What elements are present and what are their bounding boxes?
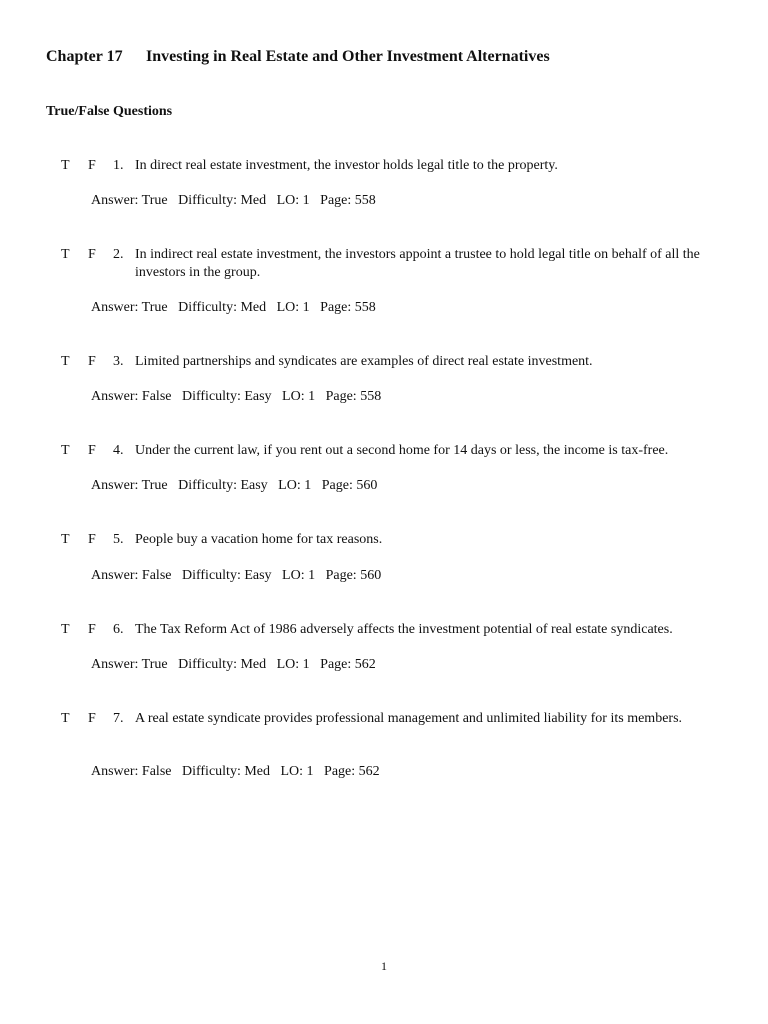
- question-text: Limited partnerships and syndicates are examples of direct real estate investment.: [135, 354, 593, 369]
- question-text: The Tax Reform Act of 1986 adversely affects the investment potential of real estate syndicates.: [135, 622, 673, 637]
- chapter-title-text: Investing in Real Estate and Other Investment Alternatives: [146, 48, 550, 65]
- question-text: Under the current law, if you rent out a second home for 14 days or less, the income is tax-free.: [135, 443, 669, 458]
- false-option: F: [88, 443, 96, 458]
- false-option: F: [88, 711, 96, 726]
- chapter-number: Chapter 17: [46, 48, 123, 65]
- false-option: F: [88, 354, 96, 369]
- page-number: 1: [381, 959, 387, 973]
- false-option: F: [88, 158, 96, 173]
- question-number: 2.: [113, 247, 124, 262]
- chapter-title: [46, 48, 550, 66]
- question-number: 5.: [113, 532, 124, 547]
- section-title: True/False Questions: [46, 104, 173, 119]
- question-text: In direct real estate investment, the investor holds legal title to the property.: [135, 158, 558, 173]
- answer-line: Answer: False Difficulty: Med LO: 1 Page: 562: [91, 764, 380, 779]
- question-number: 7.: [113, 711, 124, 726]
- false-option: F: [88, 532, 96, 547]
- false-option: F: [88, 622, 96, 637]
- answer-line: Answer: True Difficulty: Med LO: 1 Page: 558: [91, 193, 376, 208]
- question-text: A real estate syndicate provides professional management and unlimited liability for its members.: [135, 711, 683, 726]
- question-number: 6.: [113, 622, 124, 637]
- false-option: F: [88, 247, 96, 262]
- question-text: In indirect real estate investment, the investors appoint a trustee to hold legal title on behalf of all the investors in the group.: [135, 247, 700, 280]
- answer-line: Answer: True Difficulty: Med LO: 1 Page: 562: [91, 657, 376, 672]
- true-option: T: [61, 354, 70, 369]
- true-option: T: [61, 711, 70, 726]
- true-option: T: [61, 158, 70, 173]
- true-option: T: [61, 532, 70, 547]
- question-number: 4.: [113, 443, 124, 458]
- answer-line: Answer: False Difficulty: Easy LO: 1 Page: 558: [91, 389, 382, 404]
- true-option: T: [61, 443, 70, 458]
- answer-line: Answer: False Difficulty: Easy LO: 1 Page: 560: [91, 568, 382, 583]
- answer-line: Answer: True Difficulty: Easy LO: 1 Page: 560: [91, 478, 378, 493]
- question-text: People buy a vacation home for tax reasons.: [135, 532, 383, 547]
- answer-line: Answer: True Difficulty: Med LO: 1 Page: 558: [91, 300, 376, 315]
- true-option: T: [61, 622, 70, 637]
- question-number: 1.: [113, 158, 124, 173]
- question-number: 3.: [113, 354, 124, 369]
- true-option: T: [61, 247, 70, 262]
